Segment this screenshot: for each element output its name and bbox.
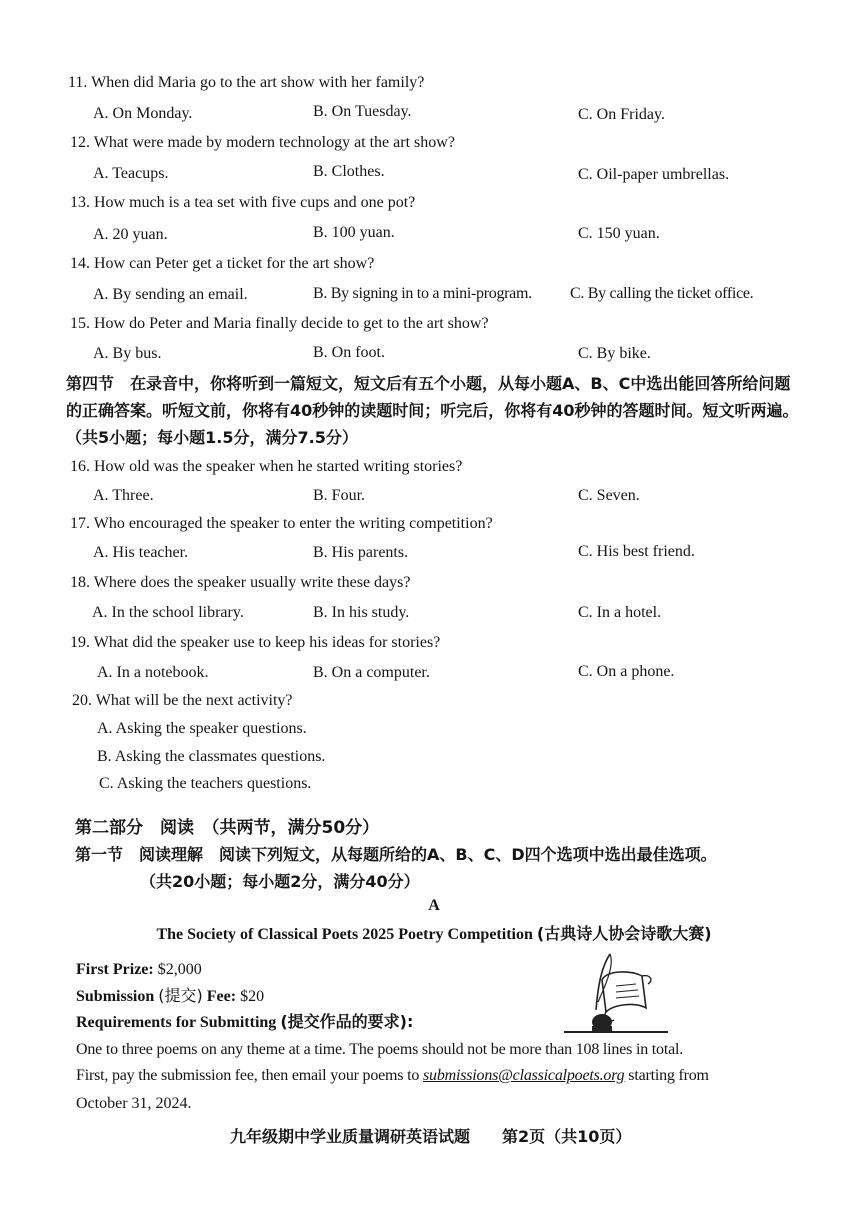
option-b: B. On Tuesday.	[313, 103, 412, 120]
option-a: A. Asking the speaker questions.	[97, 720, 307, 737]
question-stem: 13. How much is a tea set with five cups and one pot?	[70, 194, 416, 211]
section-1-heading: 第一节 阅读理解 阅读下列短文，从每题所给的A、B、C、D四个选项中选出最佳选项。	[75, 845, 717, 864]
question-stem: 19. What did the speaker use to keep his ideas for stories?	[70, 634, 441, 651]
question-stem: 15. How do Peter and Maria finally decide to get to the art show?	[70, 315, 489, 332]
fee-label-en: Submission	[76, 988, 155, 1005]
option-b: B. By signing in to a mini-program.	[313, 285, 532, 302]
option-a: A. On Monday.	[93, 105, 193, 122]
option-c: C. By calling the ticket office.	[570, 285, 754, 302]
question-stem: 18. Where does the speaker usually write these days?	[70, 574, 411, 591]
req-line2-pre: First, pay the submission fee, then email your poems to	[76, 1067, 420, 1084]
part-2-heading: 第二部分 阅读 （共两节，满分50分）	[75, 818, 380, 838]
option-b: B. Asking the classmates questions.	[97, 748, 326, 765]
option-b: B. On a computer.	[313, 664, 430, 681]
option-b: B. Four.	[313, 487, 366, 504]
option-c: C. Seven.	[578, 487, 640, 504]
fee-label-en2: Fee:	[206, 988, 237, 1005]
option-b: B. On foot.	[313, 344, 385, 361]
option-b: B. Clothes.	[313, 163, 385, 180]
option-a: A. 20 yuan.	[93, 226, 168, 243]
requirements-heading	[76, 1012, 413, 1033]
option-a: A. Three.	[93, 487, 154, 504]
question-stem: 12. What were made by modern technology at the art show?	[70, 134, 455, 151]
fee-value: $20	[240, 988, 265, 1005]
option-c: C. His best friend.	[578, 543, 695, 560]
passage-title-cn: (古典诗人协会诗歌大赛)	[536, 924, 712, 943]
question-stem: 20. What will be the next activity?	[72, 692, 293, 709]
option-c: C. Oil-paper umbrellas.	[578, 166, 730, 183]
question-stem: 17. Who encouraged the speaker to enter the writing competition?	[70, 515, 493, 532]
section-4-instructions: 第四节 在录音中，你将听到一篇短文，短文后有五个小题，从每小题A、B、C中选出能回答所给问题的正确答案。听短文前，你将有40秒钟的读题时间；听完后，你将有40秒钟的答题时间。短文听两遍。（共5小题；每小题1.5分，满分7.5分）	[66, 374, 799, 447]
option-c: C. Asking the teachers questions.	[99, 775, 312, 792]
option-b: B. In his study.	[313, 604, 410, 621]
requirement-line-3: October 31, 2024.	[76, 1095, 192, 1112]
passage-label: A	[428, 897, 440, 914]
option-a: A. His teacher.	[93, 544, 189, 561]
option-c: C. In a hotel.	[578, 604, 662, 621]
section-1-points: （共20小题；每小题2分，满分40分）	[140, 872, 420, 891]
option-c: C. By bike.	[578, 345, 651, 362]
req-line2-post: starting from	[628, 1067, 709, 1084]
submission-fee	[76, 986, 264, 1007]
submission-email-link[interactable]: submissions@classicalpoets.org	[423, 1067, 625, 1084]
option-c: C. On a phone.	[578, 663, 675, 680]
fee-label-cn: (提交)	[158, 986, 203, 1005]
question-stem: 16. How old was the speaker when he started writing stories?	[70, 458, 463, 475]
question-stem: 11. When did Maria go to the art show with her family?	[68, 74, 425, 91]
passage-title	[0, 921, 868, 944]
req-label-cn: (提交作品的要求):	[280, 1012, 414, 1031]
quill-and-scroll-icon	[562, 950, 672, 1036]
question-stem: 14. How can Peter get a ticket for the art show?	[70, 255, 375, 272]
option-a: A. In the school library.	[92, 604, 244, 621]
requirement-line-1: One to three poems on any theme at a time. The poems should not be more than 108 lines in total.	[76, 1041, 684, 1058]
option-b: B. 100 yuan.	[313, 224, 395, 241]
req-label-en: Requirements for Submitting	[76, 1014, 277, 1031]
first-prize-value: $2,000	[157, 961, 202, 978]
option-a: A. Teacups.	[93, 165, 169, 182]
option-a: A. In a notebook.	[97, 664, 209, 681]
option-b: B. His parents.	[313, 544, 409, 561]
option-c: C. 150 yuan.	[578, 225, 660, 242]
first-prize	[76, 960, 202, 980]
page-footer: 九年级期中学业质量调研英语试题 第2页（共10页）	[230, 1127, 632, 1146]
passage-title-en: The Society of Classical Poets 2025 Poetry Competition	[156, 926, 533, 943]
option-c: C. On Friday.	[578, 106, 665, 123]
requirement-line-2	[76, 1066, 709, 1086]
option-a: A. By bus.	[93, 345, 162, 362]
first-prize-label: First Prize:	[76, 961, 154, 978]
option-a: A. By sending an email.	[93, 286, 248, 303]
